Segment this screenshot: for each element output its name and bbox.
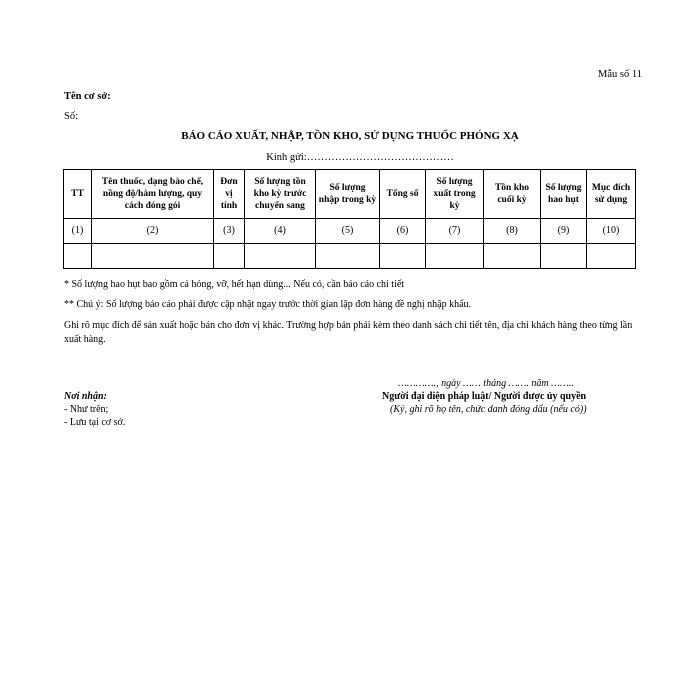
- table-row: [64, 244, 636, 269]
- empty-cell: [64, 244, 92, 269]
- recipient-line: Kính gửi:……………………………………: [266, 152, 454, 163]
- column-number-cell: (3): [214, 219, 245, 244]
- column-number-cell: (7): [426, 219, 484, 244]
- column-number-cell: (4): [245, 219, 316, 244]
- column-number-row: [64, 219, 636, 244]
- empty-cell: [484, 244, 541, 269]
- header-cell: Số lượng hao hụt: [541, 170, 587, 219]
- column-number-cell: (9): [541, 219, 587, 244]
- header-cell: Số lượng tồn kho kỳ trước chuyển sang: [245, 170, 316, 219]
- header-cell: Tổng số: [380, 170, 426, 219]
- empty-cell: [426, 244, 484, 269]
- facility-name-label: Tên cơ sở:: [64, 91, 111, 102]
- loss-note: * Số lượng hao hụt bao gồm cả hỏng, vỡ, hết hạn dùng... Nếu có, cần báo cáo chi tiết: [64, 279, 405, 290]
- recipient-item: - Lưu tại cơ sở.: [64, 417, 126, 428]
- column-number-cell: (10): [587, 219, 636, 244]
- column-number-cell: (6): [380, 219, 426, 244]
- header-cell: Đơn vị tính: [214, 170, 245, 219]
- empty-cell: [214, 244, 245, 269]
- header-cell: Số lượng xuất trong kỳ: [426, 170, 484, 219]
- date-line: …………., ngày …… tháng ……. năm ……..: [398, 378, 574, 389]
- signer-hint: (Ký, ghi rõ họ tên, chức danh đóng dấu (nếu có)): [390, 404, 587, 415]
- empty-cell: [380, 244, 426, 269]
- empty-cell: [245, 244, 316, 269]
- recipient-item: - Như trên;: [64, 404, 109, 415]
- header-cell: Tên thuốc, dạng bào chế, nồng độ/hàm lượng, quy cách đóng gói: [92, 170, 214, 219]
- report-title: BÁO CÁO XUẤT, NHẬP, TỒN KHO, SỬ DỤNG THUỐC PHÓNG XẠ: [181, 130, 519, 142]
- header-cell: Mục đích sử dụng: [587, 170, 636, 219]
- column-number-cell: (5): [316, 219, 380, 244]
- column-number-cell: (2): [92, 219, 214, 244]
- table-header-row: [64, 170, 636, 219]
- column-number-cell: (1): [64, 219, 92, 244]
- empty-cell: [316, 244, 380, 269]
- recipients-label: Nơi nhận:: [64, 391, 107, 402]
- purpose-note: Ghi rõ mục đích để sản xuất hoặc bán cho đơn vị khác. Trường hợp bán phải kèm theo danh sách chi tiết tên, địa chỉ khách hàng theo từng lần xuất hàng.: [64, 320, 633, 345]
- signer-title: Người đại diện pháp luật/ Người được ủy quyền: [382, 391, 587, 402]
- empty-cell: [92, 244, 214, 269]
- form-number: Mẫu số 11: [598, 69, 642, 80]
- warning-note: ** Chú ý: Số lượng báo cáo phải được cập nhật ngay trước thời gian lập đơn hàng đề nghị nhập khẩu.: [64, 299, 472, 310]
- document-number-label: Số:: [64, 111, 79, 122]
- column-number-cell: (8): [484, 219, 541, 244]
- report-table: [63, 169, 636, 269]
- header-cell: Tồn kho cuối kỳ: [484, 170, 541, 219]
- header-cell: Số lượng nhập trong kỳ: [316, 170, 380, 219]
- empty-cell: [587, 244, 636, 269]
- empty-cell: [541, 244, 587, 269]
- header-cell: TT: [64, 170, 92, 219]
